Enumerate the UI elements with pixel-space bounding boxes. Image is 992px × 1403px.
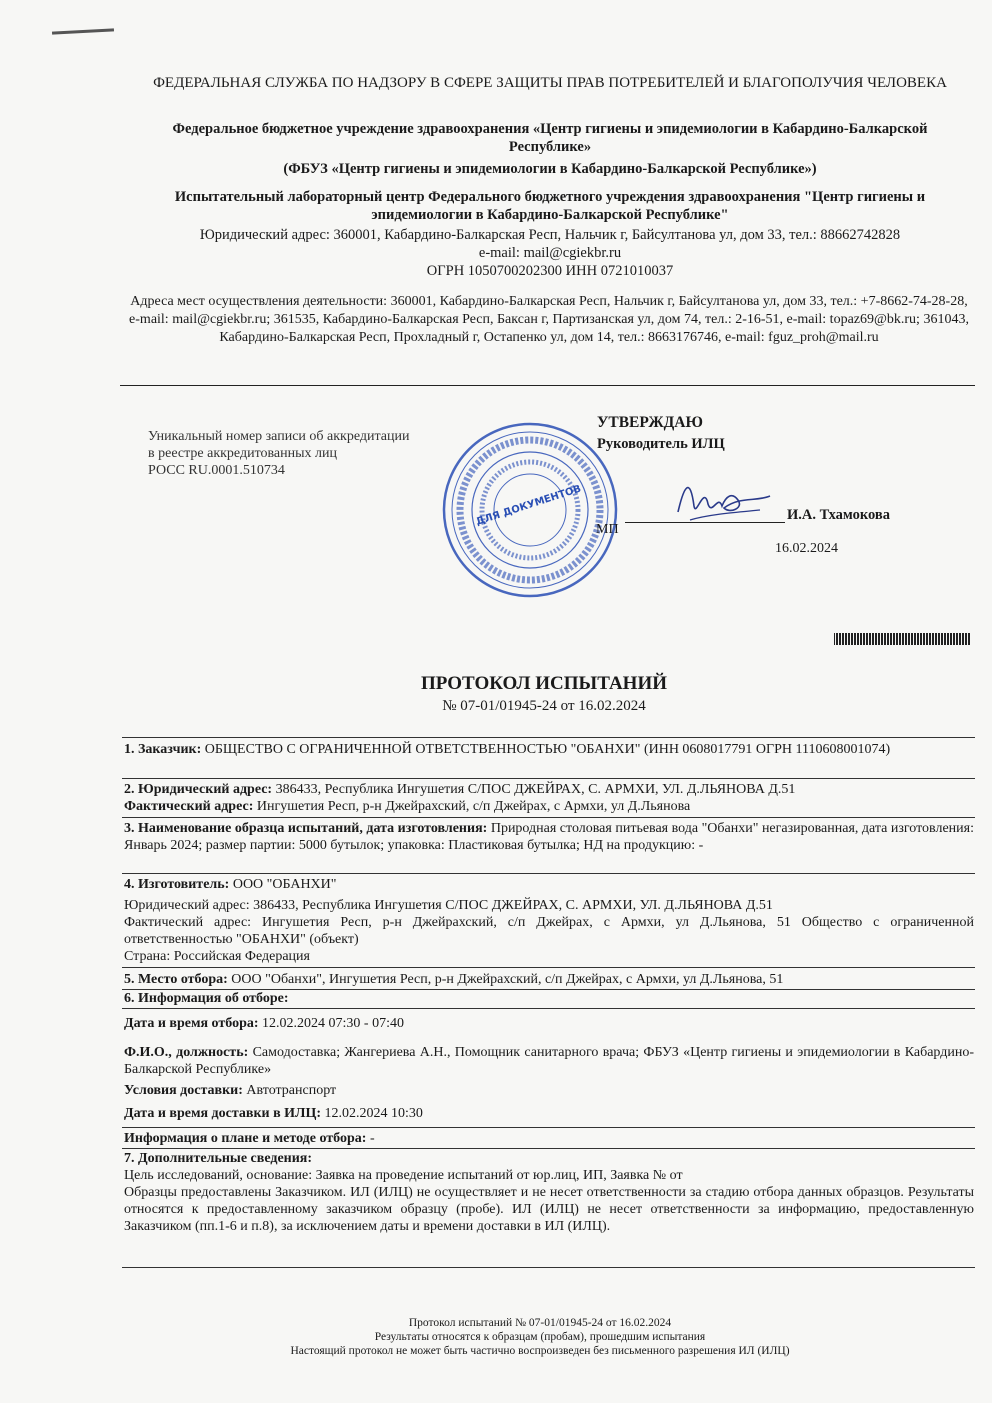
section-sampling-info — [124, 990, 974, 1007]
section-sample — [124, 820, 974, 854]
section-additional — [124, 1150, 974, 1235]
additional-disclaimer: Образцы предоставлены Заказчиком. ИЛ (ИЛЦ) не осуществляет и не несет ответственности за стадию отбора данных образцов. Результаты относятся к предоставленному заказчиком образцу (пробе). ИЛ (ИЛЦ) не несет ответственности за информацию, предоставленную Заказчиком (пп.1-6 и п.8), за исключением даты и времени доставки в ИЛ (ИЛЦ). — [124, 1185, 974, 1234]
section-rule — [122, 1148, 975, 1149]
handwritten-signature — [660, 466, 780, 526]
actual-address-value: Ингушетия Респ, р-н Джейрахский, с/п Джейрах, с Армхи, ул Д.Льянова — [256, 799, 691, 814]
sampler-label: Ф.И.О., должность: — [124, 1045, 249, 1060]
delivery-conditions-label: Условия доставки: — [124, 1083, 243, 1098]
activity-addresses: Адреса мест осуществления деятельности: 360001, Кабардино-Балкарская Респ, Нальчик г, Байсултанова ул, дом 33, тел.: +7-8662-74-28-28, e-mail: mail@cgiekbr.ru; 361535, Кабардино-Балкарская Респ, Баксан г, Партизанская ул, дом 74, тел.: 2-16-51, e-mail: topaz69@bk.ru; 361043, Кабардино-Балкарская Респ, Прохладный г, Остапенко ул, дом 14, тел.: 8663176746, e-mail: fguz_proh@mail.ru — [129, 294, 969, 345]
section-sampling-place — [124, 971, 974, 988]
section-rule — [122, 778, 975, 779]
manufacturer-country: Страна: Российская Федерация — [124, 949, 310, 964]
protocol-number: № 07-01/01945-24 от 16.02.2024 — [442, 698, 646, 714]
sampling-place-value: ООО "Обанхи", Ингушетия Респ, р-н Джейрахский, с/п Джейрах, с Армхи, ул Д.Льянова, 51 — [231, 972, 784, 987]
sampler-info — [124, 1044, 974, 1078]
legal-address: Юридический адрес: 360001, Кабардино-Балкарская Респ, Нальчик г, Байсултанова ул, дом 33, тел.: 88662742828 — [199, 227, 901, 243]
mp-label: МП — [596, 522, 619, 537]
sampling-plan — [124, 1130, 974, 1147]
delivery-conditions — [124, 1082, 974, 1099]
delivery-datetime — [124, 1105, 974, 1122]
customer-label: 1. Заказчик: — [124, 742, 202, 757]
approval-role: Руководитель ИЛЦ — [597, 436, 725, 452]
legal-address-label: 2. Юридический адрес: — [124, 782, 273, 797]
delivery-datetime-label: Дата и время доставки в ИЛЦ: — [124, 1106, 322, 1121]
section-rule — [122, 873, 975, 874]
sampling-plan-label: Информация о плане и методе отбора: — [124, 1131, 367, 1146]
ogrn-inn: ОГРН 1050700202300 ИНН 0721010037 — [426, 263, 674, 279]
lab-contacts — [130, 226, 970, 280]
actual-address-label: Фактический адрес: — [124, 799, 254, 814]
lab-email: e-mail: mail@cgiekbr.ru — [478, 245, 622, 261]
sampling-info-label: 6. Информация об отборе: — [124, 991, 289, 1006]
lab-name: Испытательный лабораторный центр Федерального бюджетного учреждения здравоохранения "Центр гигиены и эпидемиологии в Кабардино-Балкарской Республике" — [174, 189, 926, 223]
manufacturer-actual-address: Фактический адрес: Ингушетия Респ, р-н Джейрахский, с/п Джейрах, с Армхи, ул Д.Льянова, 51 Общество с ограниченной ответственностью "ОБАНХИ" (объект) — [124, 915, 974, 947]
approval-date: 16.02.2024 — [775, 541, 838, 556]
section-rule — [122, 1127, 975, 1128]
sample-label: 3. Наименование образца испытаний, дата изготовления: — [124, 821, 488, 836]
scan-mark — [52, 28, 114, 34]
section-rule — [122, 967, 975, 968]
sampling-plan-value: - — [369, 1131, 375, 1146]
signature-line — [625, 522, 785, 523]
sample-value: Природная столовая питьевая вода "Обанхи" негазированная, дата изготовления: Январь 2024; размер партии: 5000 бутылок; упаковка: Пластиковая бутылка; НД на продукцию: - — [124, 821, 975, 853]
manufacturer-label: 4. Изготовитель: — [124, 877, 230, 892]
footer-copy-note: Настоящий протокол не может быть частично воспроизведен без письменного разрешения ИЛ (ИЛЦ) — [290, 1345, 790, 1357]
accreditation-line-2: в реестре аккредитованных лиц — [148, 446, 337, 461]
accreditation-number: РОСС RU.0001.510734 — [148, 463, 285, 478]
agency-name: ФЕДЕРАЛЬНАЯ СЛУЖБА ПО НАДЗОРУ В СФЕРЕ ЗАЩИТЫ ПРАВ ПОТРЕБИТЕЛЕЙ И БЛАГОПОЛУЧИЯ ЧЕЛОВЕКА — [153, 75, 947, 91]
footer-results-note: Результаты относятся к образцам (пробам), прошедшим испытания — [374, 1331, 706, 1343]
additional-purpose: Цель исследований, основание: Заявка на проведение испытаний от юр.лиц, ИП, Заявка № от — [124, 1168, 683, 1183]
section-rule — [122, 817, 975, 818]
section-rule — [122, 737, 975, 738]
sampling-datetime-value: 12.02.2024 07:30 - 07:40 — [262, 1016, 404, 1031]
institution-name: Федеральное бюджетное учреждение здравоохранения «Центр гигиены и эпидемиологии в Кабардино-Балкарской Республике» — [172, 121, 928, 155]
customer-value: ОБЩЕСТВО С ОГРАНИЧЕННОЙ ОТВЕТСТВЕННОСТЬЮ "ОБАНХИ" (ИНН 0608017791 ОГРН 1110608001074) — [204, 742, 891, 757]
manufacturer-value: ООО "ОБАНХИ" — [232, 877, 337, 892]
footer — [0, 1316, 992, 1358]
institution-short-name: (ФБУЗ «Центр гигиены и эпидемиологии в Кабардино-Балкарской Республике») — [283, 161, 817, 177]
accreditation-line-1: Уникальный номер записи об аккредитации — [148, 429, 410, 444]
approval-title: УТВЕРЖДАЮ — [597, 414, 703, 431]
header-divider — [120, 385, 975, 386]
section-manufacturer — [124, 876, 974, 965]
section-rule — [122, 1008, 975, 1009]
delivery-datetime-value: 12.02.2024 10:30 — [324, 1106, 423, 1121]
sampling-place-label: 5. Место отбора: — [124, 972, 228, 987]
signer-name: И.А. Тхамокова — [787, 507, 890, 523]
barcode — [834, 633, 970, 645]
sampler-value: Самодоставка; Жангериева А.Н., Помощник санитарного врача; ФБУЗ «Центр гигиены и эпидемиологии в Кабардино-Балкарской Республике» — [124, 1045, 975, 1077]
stamp-center-text: ДЛЯ ДОКУМЕНТОВ — [474, 483, 583, 528]
sampling-datetime — [124, 1015, 974, 1032]
legal-address-value: 386433, Республика Ингушетия С/ПОС ДЖЕЙРАХ, С. АРМХИ, УЛ. Д.ЛЬЯНОВА Д.51 — [275, 782, 796, 797]
additional-label: 7. Дополнительные сведения: — [124, 1151, 313, 1166]
accreditation-block — [148, 428, 488, 479]
section-address — [124, 781, 974, 815]
section-customer — [124, 741, 974, 758]
section-rule — [122, 1267, 975, 1268]
manufacturer-legal-address: Юридический адрес: 386433, Республика Ингушетия С/ПОС ДЖЕЙРАХ, С. АРМХИ, УЛ. Д.ЛЬЯНОВА Д.51 — [124, 898, 773, 913]
protocol-title: ПРОТОКОЛ ИСПЫТАНИЙ — [420, 673, 668, 694]
official-stamp — [440, 420, 620, 600]
delivery-conditions-value: Автотранспорт — [246, 1083, 337, 1098]
sampling-datetime-label: Дата и время отбора: — [124, 1016, 259, 1031]
footer-protocol-number: Протокол испытаний № 07-01/01945-24 от 16.02.2024 — [408, 1317, 672, 1329]
